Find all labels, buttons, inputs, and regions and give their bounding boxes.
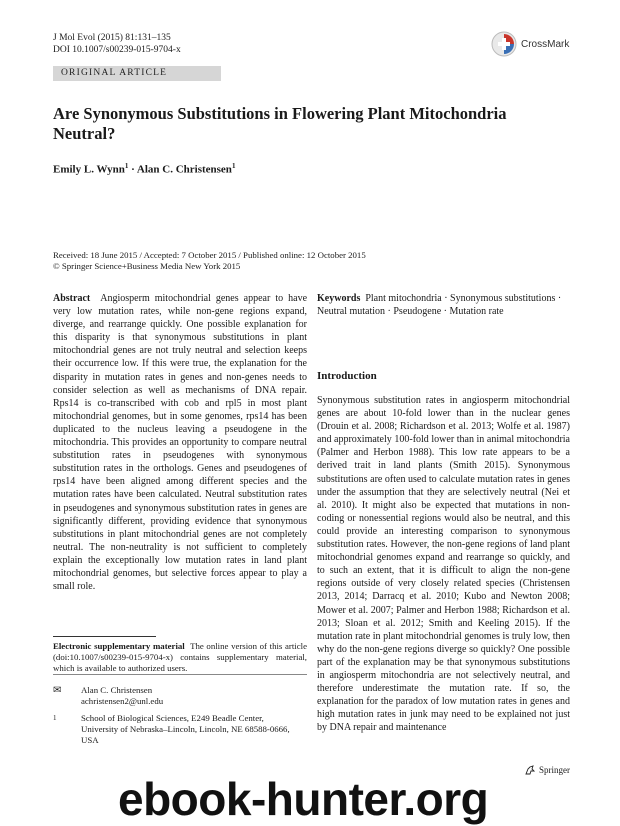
corresponding-author: Alan C. Christensen [81, 685, 153, 695]
publication-dates [53, 250, 366, 272]
affiliation-line: USA [81, 735, 99, 745]
watermark: ebook-hunter.org [118, 773, 489, 825]
author-email[interactable]: achristensen2@unl.edu [81, 696, 164, 706]
author-name[interactable]: Emily L. Wynn [53, 163, 125, 176]
publisher-logo [524, 764, 570, 776]
envelope-icon: ✉ [53, 685, 62, 696]
affiliation-line: University of Nebraska–Lincoln, Lincoln, NE 68588-0666, [81, 724, 290, 734]
crossmark-badge[interactable] [491, 30, 581, 58]
introduction-text: Synonymous substitution rates in angiosperm mitochondrial genes are about 10-fold lower than in the nuclear genes (Drouin et al. 2008; Richardson et al. 2013; Wolfe et al. 1987) and approximately 100-fold lower than in animal mitochondria (Palmer and Herbon 1988). This low rate appears to be a derived trait in land plants (Smith 2015). Synonymous substitutions are often used to calculate mutation rates in genes under the assumption that they are selectively neutral (Nei et al. 2010). It might also be expected that mutations in non-coding or nonessential regions would also be neutral, and this could provide an interesting comparison to synonymous substitution rates. However, the non-gene regions of land plant mitochondrial genomes expand and rearrange so quickly, and to such an extent, that it is difficult to align the non-gene regions outside of very closely related species (Christensen 2013, 2014; Darracq et al. 2010; Kubo and Newton 2008; Mower et al. 2007; Palmer and Herbon 1988; Richardson et al. 2013; Sloan et al. 2012; Smith and Keeling 2015). If the mutation rate in plant mitochondrial genomes is truly low, then why do the non-gene regions diverge so quickly? One possible part of the explanation may be that synonymous substitutions in angiosperm mitochondria are not selectively neutral, and therefore underestimate the mutation rate. If so, the explanation for the paradox of low mutation rates in genes and high mutation rates in junk may need to be explained not just by DNA repair and maintenance [317, 395, 570, 734]
esm-text: The online version of this article (doi:10.1007/s00239-015-9704-x) contains supplementary material, which is available to authorized users. [53, 641, 307, 673]
keywords-label: Keywords [317, 293, 361, 304]
journal-citation: J Mol Evol (2015) 81:131–135 [53, 33, 171, 43]
affiliation-marker: 1 [124, 162, 129, 170]
author-separator: · [128, 163, 137, 176]
abstract-label: Abstract [53, 293, 91, 304]
affiliation-line: School of Biological Sciences, E249 Beadle Center, [81, 713, 264, 723]
footnote-rule [53, 674, 307, 675]
copyright-line: © Springer Science+Business Media New York 2015 [53, 261, 241, 271]
author-name[interactable]: Alan C. Christensen [136, 163, 232, 176]
article-type-label: ORIGINAL ARTICLE [61, 68, 168, 78]
crossmark-label: CrossMark [521, 38, 570, 50]
springer-horse-icon [524, 764, 536, 776]
affiliation-marker: 1 [231, 162, 236, 170]
crossmark-icon [491, 31, 517, 57]
section-heading-introduction: Introduction [317, 370, 377, 382]
supplementary-note [53, 641, 307, 674]
abstract [53, 292, 307, 593]
keywords-text: Plant mitochondria · Synonymous substitutions · Neutral mutation · Pseudogene · Mutation rate [317, 293, 562, 318]
affiliation-number: 1 [53, 714, 57, 722]
article-title: Are Synonymous Substitutions in Flowering Plant Mitochondria Neutral? [53, 104, 507, 143]
footnote-divider [53, 636, 156, 637]
abstract-text: Angiosperm mitochondrial genes appear to have very low mutation rates, while non-gene regions expand, diverge, and rearrange quickly. One possible explanation for this disparity is that synonymous substitutions in plant mitochondrial genes are not truly neutral and selection keeps their occurrence low. If this were true, the explanation for the disparity in mutation rates in genes and non-genes needs to consider selection as well as mechanisms of DNA repair. Rps14 is co-transcribed with cob and rpl5 in most plant mitochondrial genomes, but in some genomes, rps14 has been duplicated to the nucleus leaving a pseudogene in the mitochondria. This provides an opportunity to compare neutral substitution rates in pseudogenes with synonymous substitution rates in the orthologs. Genes and pseudogenes of rps14 have been aligned among different species and the mutation rates have been calculated. Neutral substitution rates in pseudogenes and synonymous substitution rates in genes are significantly different, providing evidence that synonymous substitutions in plant mitochondrial genes are not completely neutral. The non-neutrality is not sufficient to completely explain the exceptionally low mutation rates in land plant mitochondrial genomes, but selective forces appear to play a small role. [53, 293, 308, 593]
article-type-banner [53, 66, 221, 81]
keywords [317, 292, 570, 318]
publisher-name: Springer [539, 765, 570, 775]
doi-line[interactable]: DOI 10.1007/s00239-015-9704-x [53, 45, 181, 55]
history-dates: Received: 18 June 2015 / Accepted: 7 October 2015 / Published online: 12 October 2015 [53, 250, 366, 260]
esm-label: Electronic supplementary material [53, 641, 185, 651]
author-list [53, 162, 235, 176]
